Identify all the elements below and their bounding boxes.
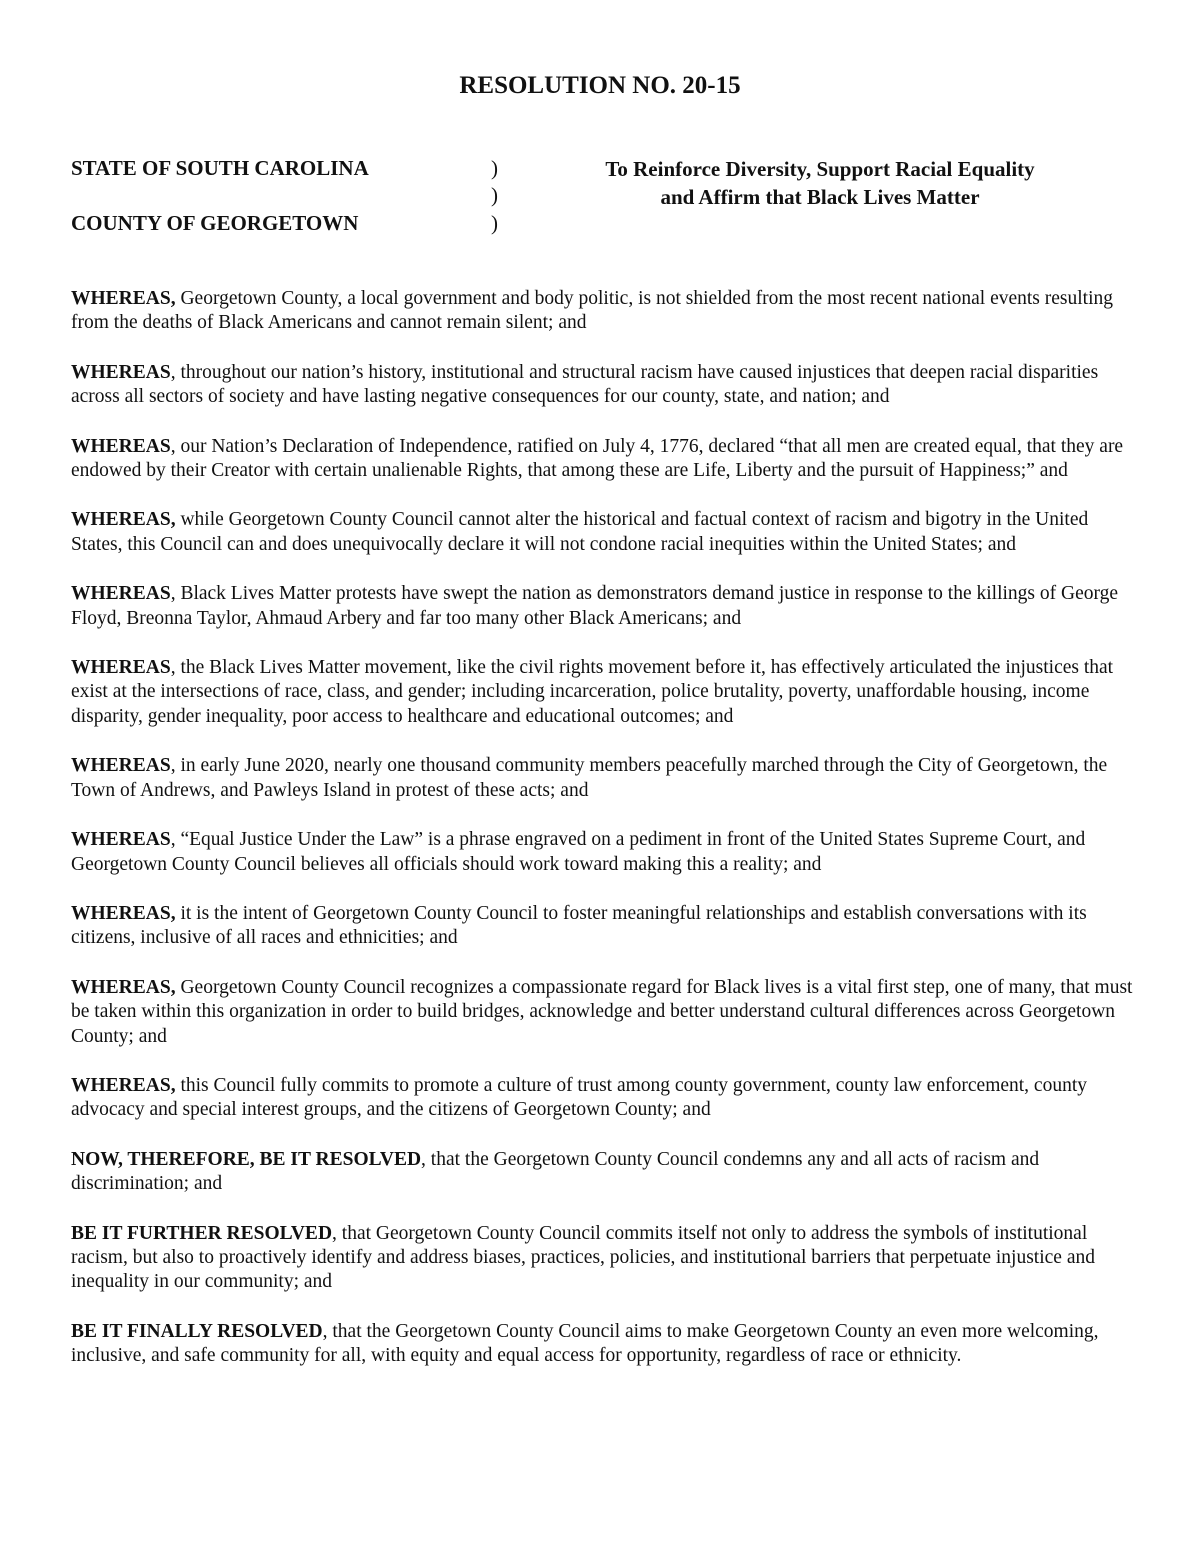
whereas-paragraph bbox=[71, 976, 1141, 1049]
subject-line: To Reinforce Diversity, Support Racial Equality bbox=[605, 157, 1035, 181]
paragraph-lead: WHEREAS bbox=[71, 829, 171, 851]
paragraph-lead: BE IT FURTHER RESOLVED bbox=[71, 1222, 333, 1244]
paragraph-text: , Black Lives Matter protests have swept the nation as demonstrators demand justice in response to the killings of George Floyd, Breonna Taylor, Ahmaud Arbery and far too many other Black Americans; and bbox=[71, 583, 1119, 629]
paragraph-text: it is the intent of Georgetown County Council to foster meaningful relationships and establish conversations with its citizens, inclusive of all races and ethnicities; and bbox=[71, 902, 1087, 949]
whereas-paragraph bbox=[71, 1074, 1141, 1123]
paragraph-lead: BE IT FINALLY RESOLVED bbox=[71, 1320, 323, 1342]
paragraph-text: Georgetown County, a local government and body politic, is not shielded from the most recent national events resulting from the deaths of Black Americans and cannot remain silent; and bbox=[71, 288, 1113, 334]
paragraph-text: , “Equal Justice Under the Law” is a phrase engraved on a pediment in front of the United States Supreme Court, and Georgetown County Council believes all officials should work toward making this a reality; and bbox=[71, 829, 1086, 875]
paragraph-lead: WHEREAS bbox=[71, 583, 171, 605]
resolved-paragraph bbox=[71, 1148, 1141, 1197]
paragraph-text: Georgetown County Council recognizes a compassionate regard for Black lives is a vital first step, one of many, that must be taken within this organization in order to build bridges, acknowledge and better understand cultural differences across Georgetown County; and bbox=[71, 976, 1133, 1047]
paragraph-lead: WHEREAS bbox=[71, 755, 171, 777]
paragraph-lead: WHEREAS bbox=[71, 435, 171, 457]
paragraph-lead: WHEREAS, bbox=[71, 976, 176, 998]
paragraph-lead: WHEREAS, bbox=[71, 902, 176, 924]
resolution-title: RESOLUTION NO. 20-15 bbox=[459, 72, 741, 99]
resolution-body bbox=[71, 287, 1141, 1394]
paragraph-lead: NOW, THEREFORE, BE IT RESOLVED bbox=[71, 1148, 422, 1170]
resolved-paragraph bbox=[71, 1320, 1141, 1369]
paragraph-lead: WHEREAS, bbox=[71, 509, 176, 531]
caption-paren: ) bbox=[491, 183, 498, 207]
subject-line: and Affirm that Black Lives Matter bbox=[660, 185, 980, 209]
whereas-paragraph bbox=[71, 508, 1141, 557]
paragraph-text: this Council fully commits to promote a culture of trust among county government, county law enforcement, county advocacy and special interest groups, and the citizens of Georgetown County; and bbox=[71, 1074, 1088, 1121]
caption-paren: ) bbox=[491, 211, 498, 235]
whereas-paragraph bbox=[71, 582, 1141, 631]
paragraph-lead: WHEREAS, bbox=[71, 1074, 176, 1096]
paragraph-text: , that Georgetown County Council commits itself not only to address the symbols of institutional racism, but also to proactively identify and address biases, practices, policies, and institutional barriers that perpetuate injustice and inequality in our community; and bbox=[71, 1222, 1095, 1293]
caption-paren: ) bbox=[491, 156, 498, 180]
paragraph-text: , our Nation’s Declaration of Independence, ratified on July 4, 1776, declared “that all men are created equal, that they are endowed by their Creator with certain unalienable Rights, that among these are Life, Liberty and the pursuit of Happiness;” and bbox=[71, 435, 1124, 482]
state-caption: STATE OF SOUTH CAROLINA bbox=[71, 156, 369, 180]
whereas-paragraph bbox=[71, 287, 1141, 336]
resolved-paragraph bbox=[71, 1222, 1141, 1295]
paragraph-text: , that the Georgetown County Council aims to make Georgetown County an even more welcoming, inclusive, and safe community for all, with equity and equal access for opportunity, regardless of race or ethnicity. bbox=[71, 1320, 1099, 1367]
whereas-paragraph bbox=[71, 828, 1141, 877]
paragraph-text: , that the Georgetown County Council condemns any and all acts of racism and discrimination; and bbox=[71, 1148, 1040, 1195]
whereas-paragraph bbox=[71, 361, 1141, 410]
whereas-paragraph bbox=[71, 656, 1141, 729]
paragraph-text: , throughout our nation’s history, institutional and structural racism have caused injustices that deepen racial disparities across all sectors of society and have lasting negative consequences for our county, state, and nation; and bbox=[71, 361, 1099, 408]
paragraph-lead: WHEREAS bbox=[71, 657, 171, 679]
county-caption: COUNTY OF GEORGETOWN bbox=[71, 211, 359, 235]
paragraph-text: while Georgetown County Council cannot alter the historical and factual context of racism and bigotry in the United States, this Council can and does unequivocally declare it will not condone racial inequities within the United States; and bbox=[71, 509, 1089, 555]
whereas-paragraph bbox=[71, 902, 1141, 951]
resolution-subject bbox=[520, 155, 1120, 211]
whereas-paragraph bbox=[71, 754, 1141, 803]
paragraph-lead: WHEREAS, bbox=[71, 288, 176, 309]
paragraph-text: , in early June 2020, nearly one thousand community members peacefully marched through the City of Georgetown, the Town of Andrews, and Pawleys Island in protest of these acts; and bbox=[71, 755, 1108, 801]
paragraph-text: , the Black Lives Matter movement, like the civil rights movement before it, has effectively articulated the injustices that exist at the intersections of race, class, and gender; including incarceration, police brutality, poverty, unaffordable housing, income disparity, gender inequality, poor access to healthcare and educational outcomes; and bbox=[71, 657, 1114, 727]
paragraph-lead: WHEREAS bbox=[71, 361, 171, 383]
whereas-paragraph bbox=[71, 435, 1141, 484]
